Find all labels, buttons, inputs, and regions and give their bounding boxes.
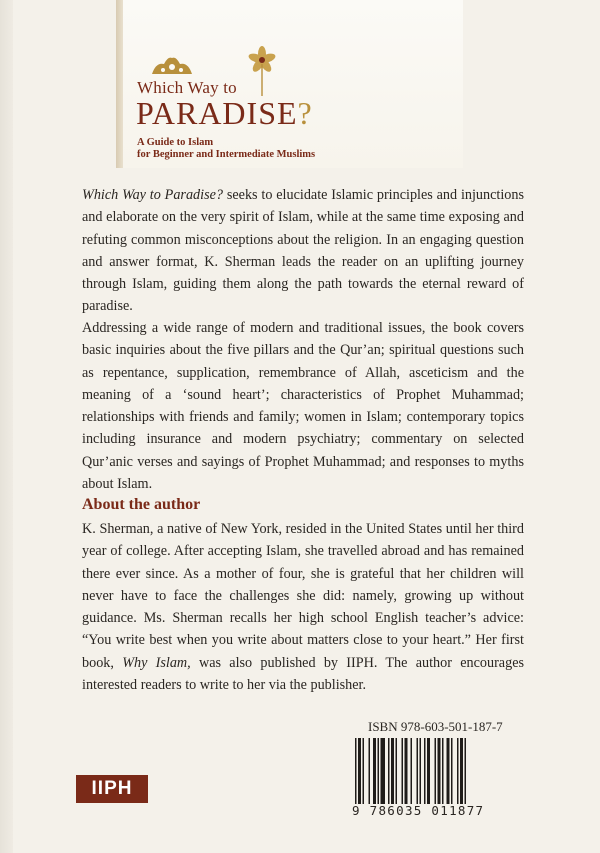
blurb-paragraph-1-text: seeks to elucidate Islamic principles and injunctions and elaborate on the very spirit of Islam, while at the same time exposing and refuting common misconceptions about the religion. In an engaging question and answer format, K. Sherman leads the reader on an uplifting journey through Islam, guiding them along the path towards the eternal reward of paradise. — [82, 187, 524, 315]
left-edge-band — [0, 0, 13, 853]
title-word-part: PARAD — [136, 95, 247, 131]
subtitle-line-2: for Beginner and Intermediate Muslims — [137, 149, 316, 160]
publisher-logo-text: IIPH — [91, 778, 133, 799]
author-text-b: was also published by IIPH. The author encourages interested readers to write to her via the publisher. — [82, 654, 525, 694]
blurb-paragraph-1 — [82, 184, 524, 318]
title-line-1: Which Way to — [137, 78, 237, 97]
about-author-heading: About the author — [82, 496, 201, 513]
barcode — [351, 738, 523, 806]
blurb-title-italic: Which Way to Paradise? — [82, 187, 223, 203]
isbn-label: ISBN 978-603-501-187-7 — [368, 719, 503, 734]
barcode-digits: 9 786035 011877 — [352, 803, 485, 818]
about-author-paragraph — [82, 518, 524, 696]
blurb-paragraph-2: Addressing a wide range of modern and traditional issues, the book covers basic inquiries about the five pillars and the Qur’an; spiritual questions such as repentance, supplication, remembrance of Allah, asceticism and the meaning of a ‘sound heart’; characteristics of Prophet Muhammad; relationships with friends and family; women in Islam; contemporary topics including insurance and modern psychiatry; commentary on selected Qur’anic verses and sayings of Prophet Muhammad; and responses to myths about Islam. — [82, 320, 524, 493]
subtitle-line-1: A Guide to Islam — [137, 137, 214, 148]
flower-icon — [245, 46, 279, 96]
author-text-a: K. Sherman, a native of New York, resided in the United States until her third year of college. After accepting Islam, she travelled abroad and has remained there ever since. As a mother of four, she is grateful that her children will never have to face the challenges she did: namely, growing up without guidance. Ms. Sherman recalls her high school English teacher’s advice: “You write best when you write about matters close to your heart.” Her first book, — [82, 521, 524, 671]
publisher-logo — [76, 775, 148, 803]
title-word-end: SE — [258, 95, 298, 131]
author-book-italic: Why Islam, — [122, 654, 191, 671]
title-question-mark: ? — [297, 95, 313, 131]
title-word-i: I — [246, 95, 259, 131]
title-line-2 — [136, 96, 313, 130]
arabesque-ornament-icon — [150, 54, 194, 76]
subtitle — [137, 137, 315, 161]
